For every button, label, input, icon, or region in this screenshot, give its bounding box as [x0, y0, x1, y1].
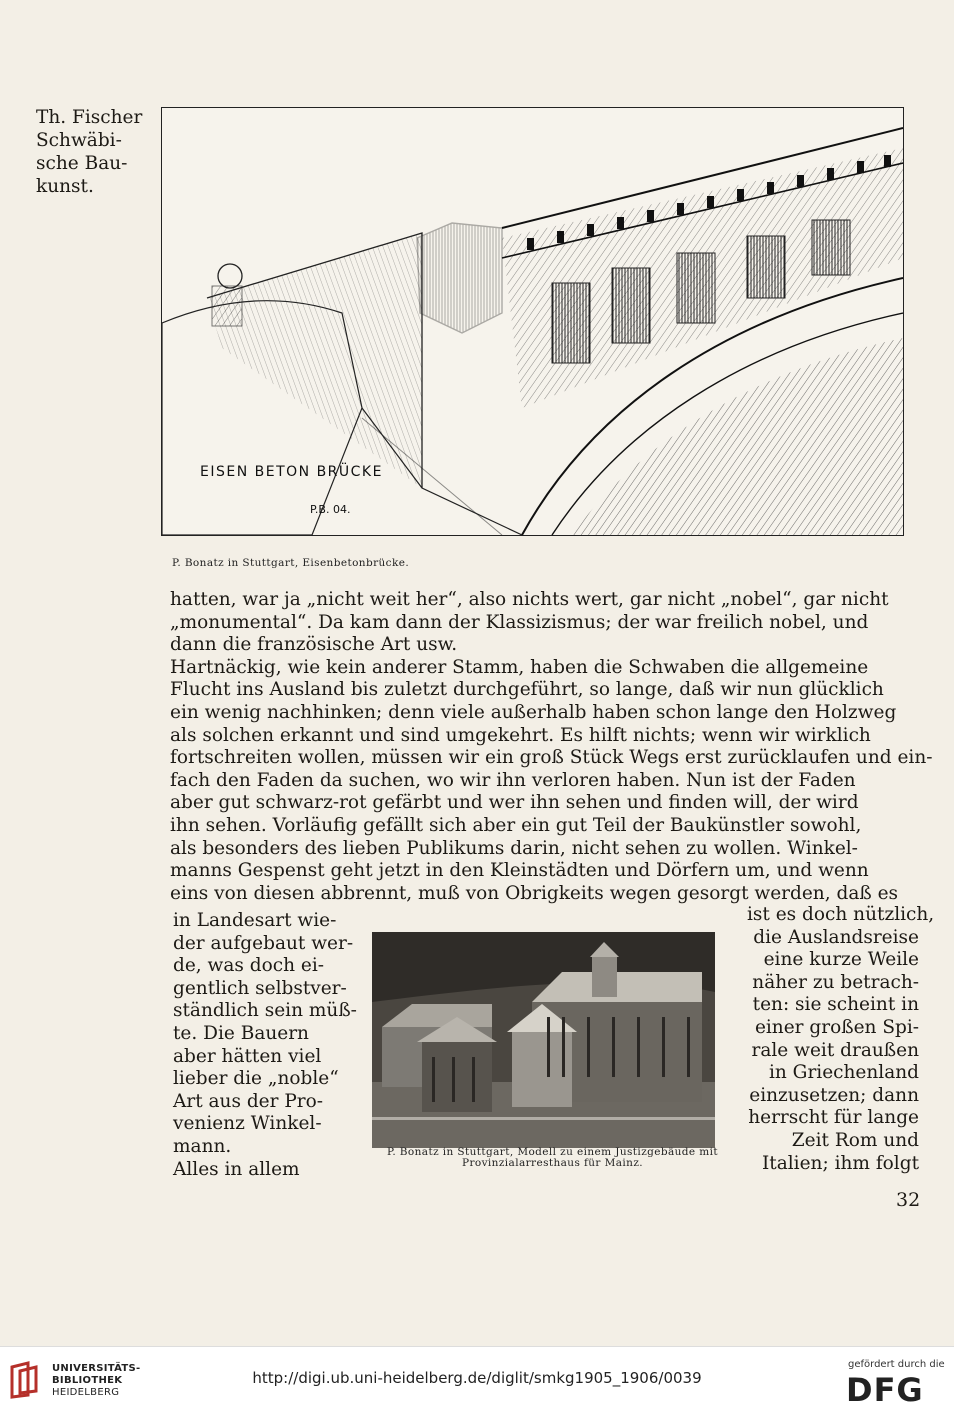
model-caption — [380, 1147, 725, 1169]
text-line: eine kurze Weile — [763, 949, 919, 971]
building-model-photo — [372, 932, 715, 1148]
dfg-logo[interactable]: DFG — [846, 1371, 924, 1409]
text-line: rale weit draußen — [751, 1039, 919, 1061]
caption-line: P. Bonatz in Stuttgart, Modell zu einem Justizgebäude mit — [386, 1146, 719, 1158]
margin-note — [36, 106, 156, 198]
text-line: Flucht ins Ausland bis zuletzt durchgeführt, so lange, daß wir nun glücklich — [170, 679, 884, 701]
text-line: te. Die Bauern — [173, 1022, 309, 1044]
text-line: lieber die „noble“ — [173, 1068, 339, 1090]
margin-note-line: Th. Fischer — [36, 107, 143, 128]
page-number: 32 — [896, 1189, 921, 1211]
caption-line: Provinzialarresthaus für Mainz. — [461, 1157, 643, 1169]
text-line: eins von diesen abbrennt, muß von Obrigkeits wegen gesorgt werden, daß es — [170, 882, 899, 904]
text-line: in Griechenland — [768, 1062, 919, 1084]
text-line: hatten, war ja „nicht weit her“, also nichts wert, gar nicht „nobel“, gar nicht — [170, 589, 889, 610]
text-line: venienz Winkel- — [173, 1113, 322, 1135]
text-line: als solchen erkannt und sind umgekehrt. Es hilft nichts; wenn wir wirklich — [170, 724, 871, 746]
margin-note-line: sche Bau- — [36, 153, 128, 174]
text-line: Alles in allem — [173, 1158, 300, 1180]
funding-label: gefördert durch die — [848, 1359, 945, 1370]
text-line: einer großen Spi- — [754, 1016, 919, 1038]
text-line: de, was doch ei- — [173, 955, 325, 977]
text-line: Hartnäckig, wie kein anderer Stamm, haben die Schwaben die allgemeine — [170, 656, 869, 678]
text-line: fortschreiten wollen, müssen wir ein groß Stück Wegs erst zurücklaufen und ein- — [170, 747, 933, 769]
text-line: herrscht für lange — [748, 1107, 919, 1129]
text-line: Italien; ihm folgt — [761, 1152, 919, 1174]
library-name-line: BIBLIOTHEK — [52, 1375, 123, 1386]
bridge-drawing — [161, 107, 904, 536]
text-line: ständlich sein müß- — [173, 1000, 357, 1022]
text-line: Art aus der Pro- — [173, 1090, 324, 1112]
text-line: ten: sie scheint in — [752, 994, 919, 1016]
text-line: „monumental“. Da kam dann der Klassizismus; der war freilich nobel, und — [170, 611, 869, 633]
text-line: fach den Faden da suchen, wo wir ihn verloren haben. Nun ist der Faden — [170, 769, 856, 791]
margin-note-line: Schwäbi- — [36, 130, 122, 151]
text-line: ein wenig nachhinken; denn viele außerhalb haben schon lange den Holzweg — [170, 701, 897, 723]
text-line: gentlich selbstver- — [173, 977, 347, 999]
library-name-line: HEIDELBERG — [52, 1387, 120, 1398]
left-column — [173, 910, 357, 1181]
drawing-inscription: EISEN BETON BRÜCKE — [200, 464, 383, 480]
right-column — [747, 904, 935, 1175]
text-line: einzusetzen; dann — [749, 1084, 919, 1106]
text-line: manns Gespenst geht jetzt in den Kleinstädten und Dörfern um, und wenn — [170, 860, 869, 882]
page-url-link[interactable]: http://digi.ub.uni-heidelberg.de/diglit/smkg1905_1906/0039 — [252, 1369, 702, 1387]
text-line: der aufgebaut wer- — [173, 932, 354, 954]
viewer-footer — [0, 1346, 954, 1419]
text-line: in Landesart wie- — [173, 910, 337, 931]
text-line: als besonders des lieben Publikums darin, nicht sehen zu wollen. Winkel- — [170, 837, 858, 859]
paragraph — [170, 589, 933, 905]
bridge-sketch — [162, 108, 903, 535]
text-line: mann. — [173, 1135, 232, 1157]
text-line: Zeit Rom und — [791, 1129, 919, 1151]
text-line: ist es doch nützlich, — [747, 904, 935, 925]
library-name-line: UNIVERSITÄTS- — [52, 1363, 141, 1374]
text-line: dann die französische Art usw. — [170, 634, 458, 656]
margin-note-line: kunst. — [36, 176, 94, 197]
model-photo-render — [372, 932, 715, 1148]
text-line: näher zu betrach- — [752, 971, 919, 993]
text-line: aber gut schwarz-rot gefärbt und wer ihn sehen und finden will, der wird — [170, 792, 859, 814]
bridge-caption: P. Bonatz in Stuttgart, Eisenbetonbrücke. — [172, 557, 410, 569]
text-line: ihn sehen. Vorläufig gefällt sich aber ein gut Teil der Baukünstler sowohl, — [170, 814, 862, 836]
drawing-signature: P.B. 04. — [310, 503, 351, 516]
text-line: aber hätten viel — [173, 1045, 322, 1067]
text-line: die Auslandsreise — [753, 926, 919, 948]
